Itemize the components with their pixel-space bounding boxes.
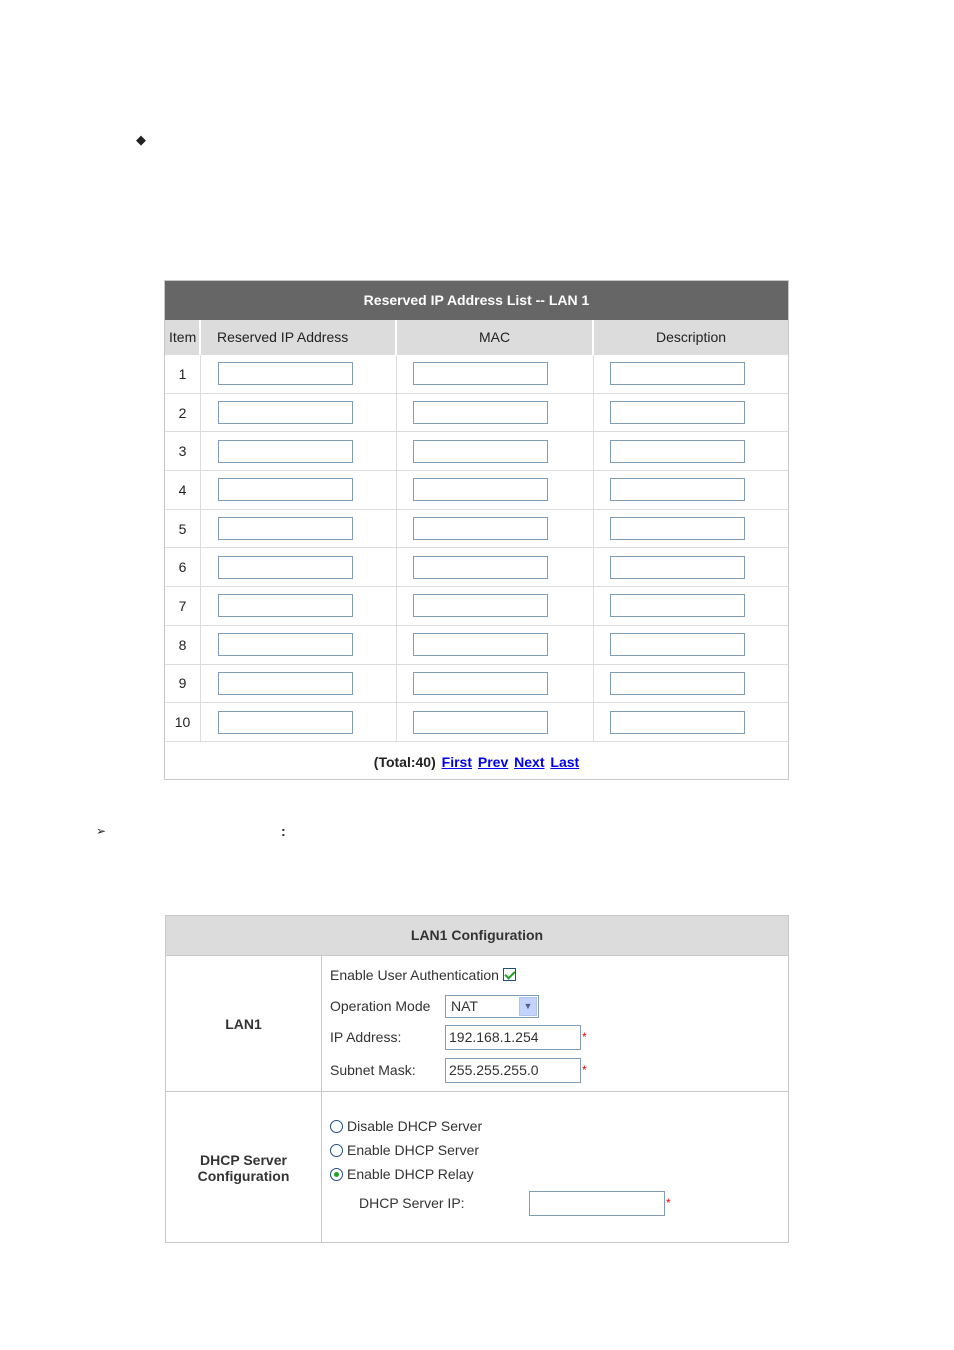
description-input[interactable] bbox=[610, 711, 745, 734]
radio-label: Enable DHCP Relay bbox=[347, 1166, 474, 1182]
ip-cell bbox=[201, 548, 397, 586]
item-number: 9 bbox=[165, 665, 201, 703]
mac-cell bbox=[397, 703, 594, 741]
mac-input[interactable] bbox=[413, 362, 548, 385]
description-cell bbox=[594, 703, 788, 741]
mac-input[interactable] bbox=[413, 594, 548, 617]
reserved-ip-input[interactable] bbox=[218, 517, 353, 540]
table-row bbox=[165, 703, 788, 742]
radio-option-disable[interactable] bbox=[330, 1118, 482, 1134]
reserved-ip-input[interactable] bbox=[218, 556, 353, 579]
radio-button-selected[interactable] bbox=[330, 1168, 343, 1181]
lan1-row bbox=[166, 955, 788, 1091]
op-mode-select[interactable] bbox=[445, 995, 539, 1018]
mac-input[interactable] bbox=[413, 672, 548, 695]
ip-cell bbox=[201, 510, 397, 548]
table-row bbox=[165, 548, 788, 587]
ip-cell bbox=[201, 355, 397, 393]
radio-option-relay[interactable] bbox=[330, 1166, 474, 1182]
header-item: Item bbox=[165, 320, 201, 355]
op-mode-label: Operation Mode bbox=[330, 998, 431, 1014]
table-row bbox=[165, 626, 788, 665]
dhcp-settings bbox=[322, 1092, 788, 1243]
mac-cell bbox=[397, 548, 594, 586]
header-reserved-ip: Reserved IP Address bbox=[201, 320, 397, 355]
ip-address-label: IP Address: bbox=[330, 1029, 402, 1045]
table-row bbox=[165, 471, 788, 510]
required-mark: * bbox=[582, 1063, 587, 1077]
radio-label: Enable DHCP Server bbox=[347, 1142, 480, 1158]
description-input[interactable] bbox=[610, 556, 745, 579]
reserved-ip-input[interactable] bbox=[218, 440, 353, 463]
subnet-mask-input[interactable]: 255.255.255.0 bbox=[445, 1058, 581, 1083]
description-cell bbox=[594, 548, 788, 586]
colon-mark: : bbox=[281, 823, 286, 839]
dhcp-row bbox=[166, 1091, 788, 1243]
description-cell bbox=[594, 471, 788, 509]
table-row bbox=[165, 432, 788, 471]
ip-cell bbox=[201, 394, 397, 432]
mac-input[interactable] bbox=[413, 401, 548, 424]
enable-auth-label: Enable User Authentication bbox=[330, 967, 499, 983]
item-number: 10 bbox=[165, 703, 201, 741]
ip-address-input[interactable]: 192.168.1.254 bbox=[445, 1025, 581, 1050]
reserved-ip-input[interactable] bbox=[218, 362, 353, 385]
description-input[interactable] bbox=[610, 517, 745, 540]
table-header bbox=[165, 320, 788, 355]
description-cell bbox=[594, 626, 788, 664]
item-number: 1 bbox=[165, 355, 201, 393]
item-number: 4 bbox=[165, 471, 201, 509]
mac-cell bbox=[397, 510, 594, 548]
reserved-ip-input[interactable] bbox=[218, 633, 353, 656]
item-number: 6 bbox=[165, 548, 201, 586]
reserved-ip-input[interactable] bbox=[218, 401, 353, 424]
mac-input[interactable] bbox=[413, 633, 548, 656]
table-row bbox=[165, 355, 788, 394]
enable-auth-checkbox[interactable] bbox=[503, 968, 516, 981]
description-input[interactable] bbox=[610, 672, 745, 695]
radio-label: Disable DHCP Server bbox=[347, 1118, 483, 1134]
dhcp-label-line1: DHCP Server bbox=[200, 1151, 287, 1168]
dhcp-server-ip-input[interactable] bbox=[529, 1191, 665, 1216]
reserved-ip-table-title: Reserved IP Address List -- LAN 1 bbox=[165, 281, 788, 320]
description-input[interactable] bbox=[610, 478, 745, 501]
mac-cell bbox=[397, 626, 594, 664]
mac-cell bbox=[397, 394, 594, 432]
description-cell bbox=[594, 510, 788, 548]
dhcp-label-line2: Configuration bbox=[197, 1167, 290, 1184]
mac-cell bbox=[397, 665, 594, 703]
prev-page-link[interactable]: Prev bbox=[477, 753, 509, 770]
description-cell bbox=[594, 432, 788, 470]
pagination bbox=[165, 742, 788, 782]
ip-cell bbox=[201, 626, 397, 664]
item-number: 3 bbox=[165, 432, 201, 470]
radio-option-enable[interactable] bbox=[330, 1142, 479, 1158]
mac-input[interactable] bbox=[413, 711, 548, 734]
reserved-ip-input[interactable] bbox=[218, 478, 353, 501]
mac-cell bbox=[397, 432, 594, 470]
description-cell bbox=[594, 587, 788, 625]
table-body bbox=[165, 355, 788, 742]
arrow-bullet: ➢ bbox=[96, 824, 107, 838]
description-cell bbox=[594, 394, 788, 432]
required-mark: * bbox=[582, 1030, 587, 1044]
reserved-ip-input[interactable] bbox=[218, 594, 353, 617]
lan1-configuration-table bbox=[165, 915, 789, 1243]
ip-cell bbox=[201, 471, 397, 509]
item-number: 8 bbox=[165, 626, 201, 664]
item-number: 7 bbox=[165, 587, 201, 625]
radio-button[interactable] bbox=[330, 1120, 343, 1133]
total-count: (Total:40) bbox=[373, 753, 436, 770]
mac-input[interactable] bbox=[413, 556, 548, 579]
table-row bbox=[165, 587, 788, 626]
ip-cell bbox=[201, 703, 397, 741]
item-number: 2 bbox=[165, 394, 201, 432]
mac-cell bbox=[397, 587, 594, 625]
reserved-ip-input[interactable] bbox=[218, 711, 353, 734]
description-input[interactable] bbox=[610, 440, 745, 463]
description-cell bbox=[594, 665, 788, 703]
chevron-down-icon[interactable]: ▼ bbox=[519, 997, 537, 1016]
lan1-configuration-title: LAN1 Configuration bbox=[166, 916, 788, 955]
mac-cell bbox=[397, 355, 594, 393]
header-mac: MAC bbox=[397, 320, 594, 355]
dhcp-label bbox=[166, 1092, 322, 1243]
reserved-ip-input[interactable] bbox=[218, 672, 353, 695]
description-input[interactable] bbox=[610, 594, 745, 617]
description-input[interactable] bbox=[610, 401, 745, 424]
table-row bbox=[165, 665, 788, 704]
lan1-settings bbox=[322, 956, 788, 1091]
mac-input[interactable] bbox=[413, 517, 548, 540]
last-page-link[interactable]: Last bbox=[550, 753, 580, 770]
ip-cell bbox=[201, 432, 397, 470]
header-description: Description bbox=[655, 329, 727, 345]
ip-cell bbox=[201, 665, 397, 703]
table-row bbox=[165, 510, 788, 549]
op-mode-value: NAT bbox=[451, 998, 478, 1014]
dhcp-server-ip-label: DHCP Server IP: bbox=[359, 1195, 465, 1211]
bullet-diamond: ◆ bbox=[136, 132, 146, 147]
lan1-label: LAN1 bbox=[166, 956, 322, 1091]
mac-input[interactable] bbox=[413, 478, 548, 501]
next-page-link[interactable]: Next bbox=[514, 753, 545, 770]
ip-cell bbox=[201, 587, 397, 625]
description-input[interactable] bbox=[610, 633, 745, 656]
required-mark: * bbox=[666, 1196, 671, 1210]
enable-auth-line bbox=[330, 967, 516, 983]
description-input[interactable] bbox=[610, 362, 745, 385]
table-row bbox=[165, 394, 788, 433]
subnet-mask-label: Subnet Mask: bbox=[330, 1062, 416, 1078]
item-number: 5 bbox=[165, 510, 201, 548]
radio-button[interactable] bbox=[330, 1144, 343, 1157]
reserved-ip-table bbox=[164, 280, 789, 780]
mac-input[interactable] bbox=[413, 440, 548, 463]
mac-cell bbox=[397, 471, 594, 509]
description-cell bbox=[594, 355, 788, 393]
first-page-link[interactable]: First bbox=[441, 753, 472, 770]
